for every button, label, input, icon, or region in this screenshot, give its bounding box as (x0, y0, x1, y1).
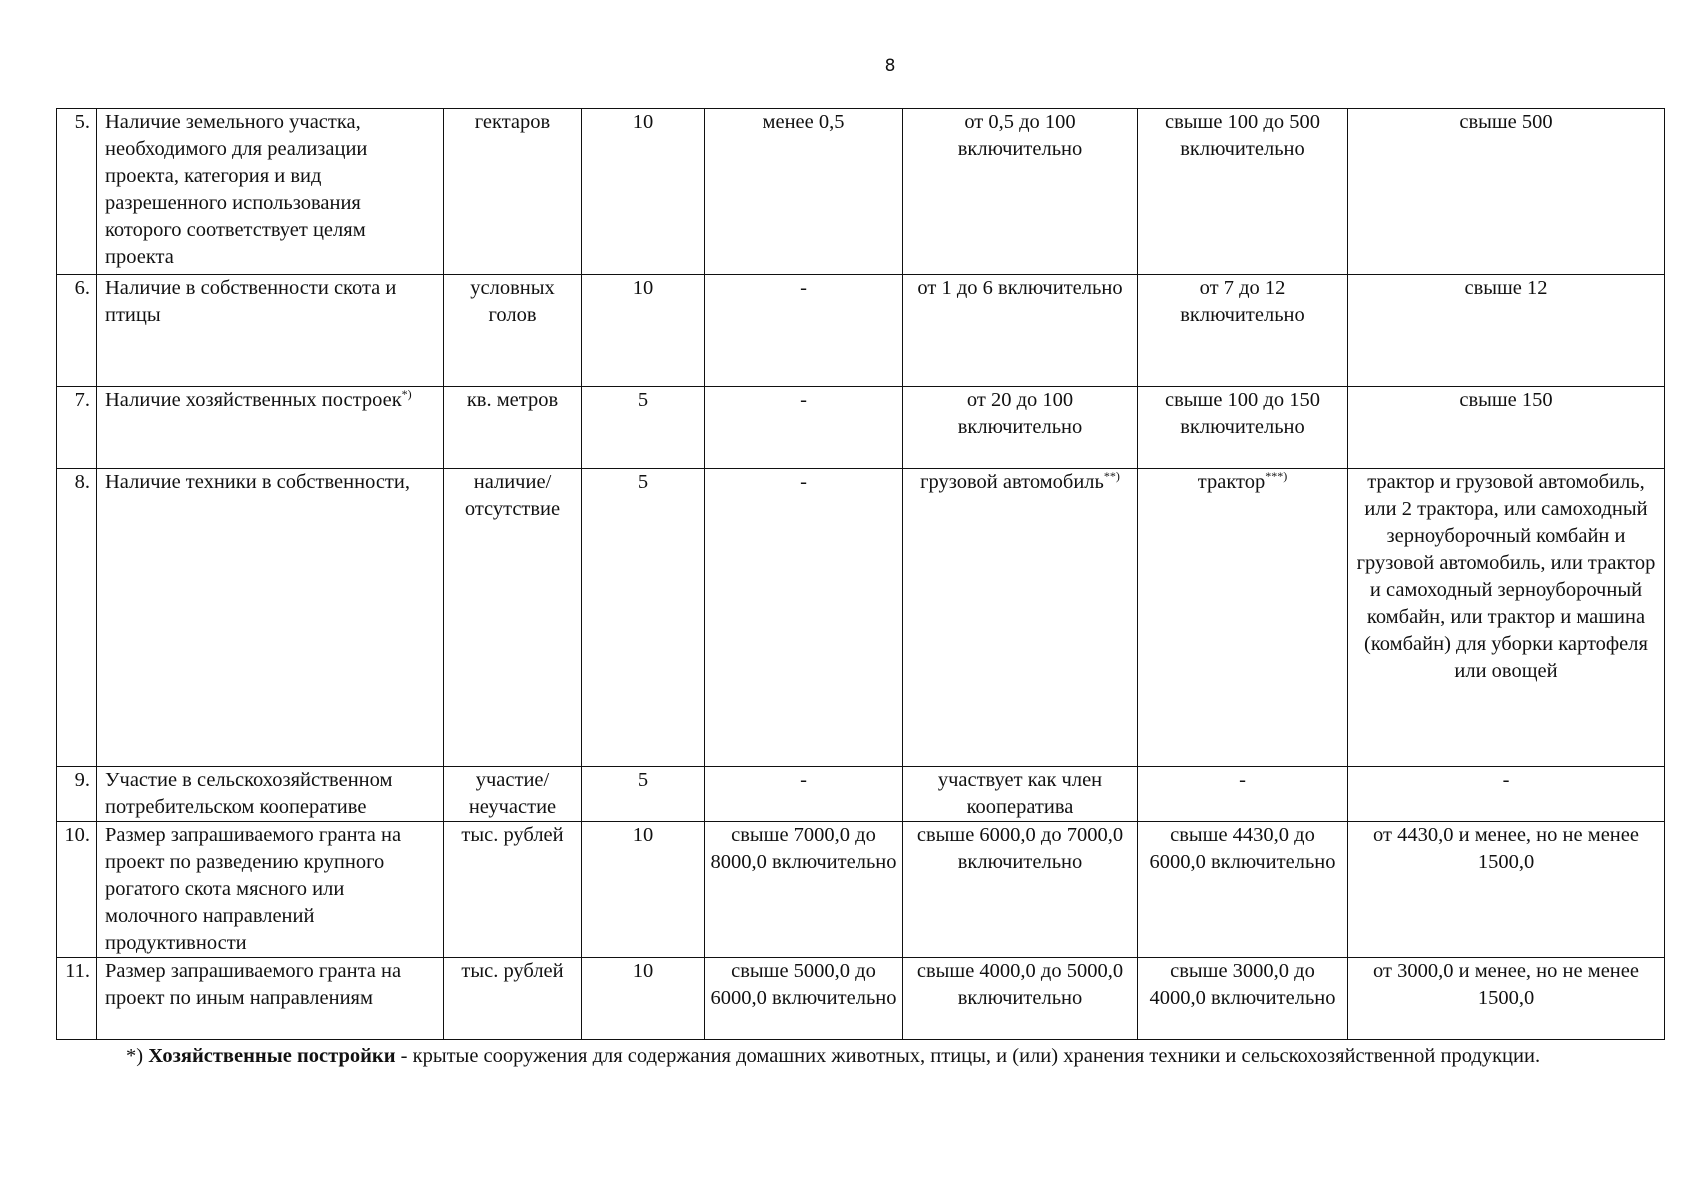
row-number: 9. (57, 767, 97, 822)
weight-cell: 5 (582, 469, 705, 767)
score-1-cell: менее 0,5 (705, 109, 903, 275)
weight-cell: 5 (582, 767, 705, 822)
score-4-cell: свыше 12 (1348, 275, 1665, 387)
footnote-marker: **) (1103, 469, 1120, 484)
score-3-cell: свыше 3000,0 до 4000,0 включительно (1138, 958, 1348, 1040)
footnote (126, 1040, 1606, 1073)
table-row (57, 275, 1665, 387)
score-1-cell: свыше 5000,0 до 6000,0 включительно (705, 958, 903, 1040)
criterion-name: Наличие в собственности скота и птицы (97, 275, 444, 387)
score-4-cell: трактор и грузовой автомобиль, или 2 трактора, или самоходный зерноуборочный комбайн и грузовой автомобиль, или трактор и самоходный зерноуборочный комбайн, или трактор и машина (комбайн) для уборки картофеля или овощей (1348, 469, 1665, 767)
footnote-term: Хозяйственные постройки (148, 1045, 396, 1067)
weight-cell: 10 (582, 958, 705, 1040)
score-2-cell: свыше 4000,0 до 5000,0 включительно (903, 958, 1138, 1040)
criterion-name: Размер запрашиваемого гранта на проект по разведению крупного рогатого скота мясного или молочного направлений продуктивности (97, 822, 444, 958)
row-number: 10. (57, 822, 97, 958)
score-2-text: грузовой автомобиль (920, 471, 1104, 493)
criterion-name: Размер запрашиваемого гранта на проект по иным направлениям (97, 958, 444, 1040)
table-row (57, 822, 1665, 958)
footnote-marker: *) (401, 387, 412, 402)
footnote-marker: *) (126, 1045, 144, 1067)
criterion-name: Наличие техники в собственности, (97, 469, 444, 767)
weight-cell: 10 (582, 275, 705, 387)
score-2-cell: от 20 до 100 включительно (903, 387, 1138, 469)
score-2-cell: участвует как член кооператива (903, 767, 1138, 822)
score-2-cell: от 0,5 до 100 включительно (903, 109, 1138, 275)
table-row (57, 767, 1665, 822)
score-4-cell: от 3000,0 и менее, но не менее 1500,0 (1348, 958, 1665, 1040)
score-2-cell (903, 469, 1138, 767)
table-row (57, 109, 1665, 275)
row-number: 5. (57, 109, 97, 275)
unit-cell: условных голов (444, 275, 582, 387)
criterion-name-text: Наличие хозяйственных построек (105, 389, 402, 411)
table-row (57, 958, 1665, 1040)
score-4-cell: - (1348, 767, 1665, 822)
unit-cell: тыс. рублей (444, 822, 582, 958)
row-number: 7. (57, 387, 97, 469)
score-4-cell: свыше 500 (1348, 109, 1665, 275)
row-number: 11. (57, 958, 97, 1040)
score-3-cell: свыше 100 до 150 включительно (1138, 387, 1348, 469)
unit-cell: участие/ неучастие (444, 767, 582, 822)
score-1-cell: - (705, 469, 903, 767)
table-row (57, 469, 1665, 767)
score-3-cell: свыше 100 до 500 включительно (1138, 109, 1348, 275)
row-number: 6. (57, 275, 97, 387)
weight-cell: 10 (582, 822, 705, 958)
score-1-cell: - (705, 767, 903, 822)
criterion-name: Участие в сельскохозяйственном потребительском кооперативе (97, 767, 444, 822)
footnote-marker: ***) (1265, 469, 1288, 484)
criteria-table (56, 108, 1665, 1040)
score-3-text: трактор (1197, 471, 1266, 493)
score-3-cell: от 7 до 12 включительно (1138, 275, 1348, 387)
weight-cell: 5 (582, 387, 705, 469)
unit-cell: гектаров (444, 109, 582, 275)
unit-cell: тыс. рублей (444, 958, 582, 1040)
score-2-cell: от 1 до 6 включительно (903, 275, 1138, 387)
page-number: 8 (884, 56, 896, 76)
weight-cell: 10 (582, 109, 705, 275)
score-3-cell: свыше 4430,0 до 6000,0 включительно (1138, 822, 1348, 958)
score-3-cell: - (1138, 767, 1348, 822)
score-1-cell: свыше 7000,0 до 8000,0 включительно (705, 822, 903, 958)
score-3-cell (1138, 469, 1348, 767)
score-1-cell: - (705, 387, 903, 469)
criterion-name (97, 387, 444, 469)
unit-cell: наличие/ отсутствие (444, 469, 582, 767)
score-4-cell: свыше 150 (1348, 387, 1665, 469)
unit-cell: кв. метров (444, 387, 582, 469)
criterion-name: Наличие земельного участка, необходимого для реализации проекта, категория и вид разрешенного использования которого соответствует целям проекта (97, 109, 444, 275)
score-4-cell: от 4430,0 и менее, но не менее 1500,0 (1348, 822, 1665, 958)
score-1-cell: - (705, 275, 903, 387)
table-row (57, 387, 1665, 469)
score-2-cell: свыше 6000,0 до 7000,0 включительно (903, 822, 1138, 958)
row-number: 8. (57, 469, 97, 767)
footnote-text: - крытые сооружения для содержания домашних животных, птицы, и (или) хранения техники и сельскохозяйственной продукции. (395, 1045, 1541, 1067)
